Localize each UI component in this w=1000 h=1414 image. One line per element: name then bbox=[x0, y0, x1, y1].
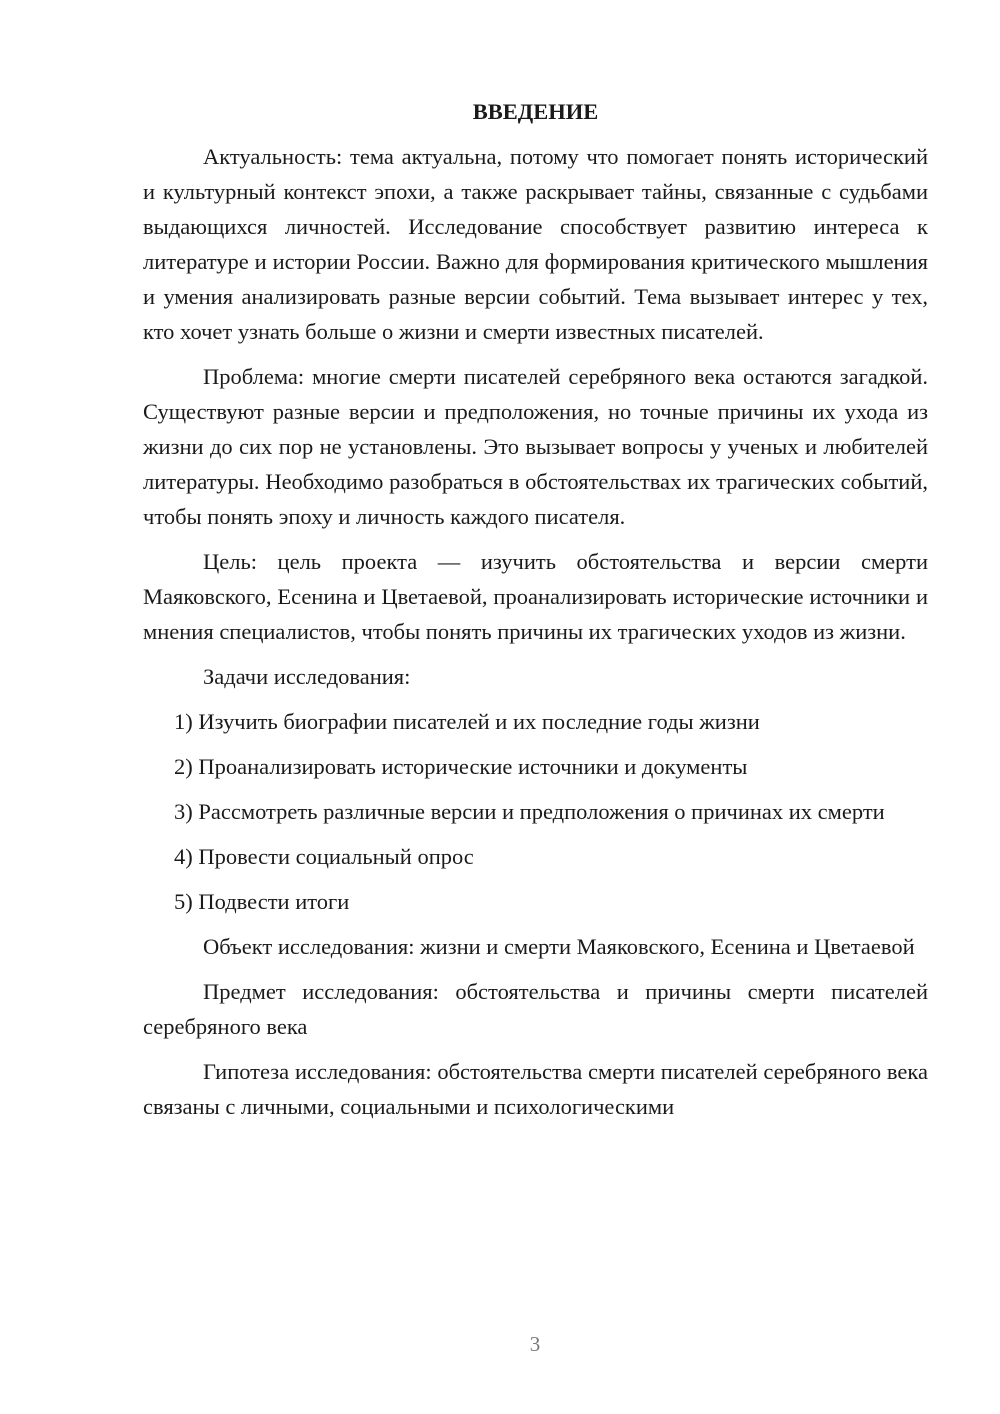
hypothesis-paragraph: Гипотеза исследования: обстоятельства смерти писателей серебряного века связаны с личными, социальными и психологическими bbox=[143, 1059, 928, 1119]
object-paragraph: Объект исследования: жизни и смерти Маяковского, Есенина и Цветаевой bbox=[203, 934, 915, 959]
goal-paragraph: Цель: цель проекта — изучить обстоятельства и версии смерти Маяковского, Есенина и Цветаевой, проанализировать исторические источники и мнения специалистов, чтобы понять причины их трагических уходов из жизни. bbox=[143, 549, 928, 644]
document-body bbox=[143, 94, 928, 1134]
task-item-4: 4) Провести социальный опрос bbox=[174, 844, 474, 869]
task-item-1: 1) Изучить биографии писателей и их последние годы жизни bbox=[174, 709, 760, 734]
problem-paragraph: Проблема: многие смерти писателей серебряного века остаются загадкой. Существуют разные версии и предположения, но точные причины их ухода из жизни до сих пор не установлены. Это вызывает вопросы у ученых и любителей литературы. Необходимо разобраться в обстоятельствах их трагических событий, чтобы понять эпоху и личность каждого писателя. bbox=[143, 364, 928, 529]
relevance-paragraph: Актуальность: тема актуальна, потому что помогает понять исторический и культурный контекст эпохи, а также раскрывает тайны, связанные с судьбами выдающихся личностей. Исследование способствует развитию интереса к литературе и истории России. Важно для формирования критического мышления и умения анализировать разные версии событий. Тема вызывает интерес у тех, кто хочет узнать больше о жизни и смерти известных писателей. bbox=[143, 144, 928, 344]
tasks-heading: Задачи исследования: bbox=[203, 664, 411, 689]
page-number: 3 bbox=[529, 1332, 541, 1356]
task-item-5: 5) Подвести итоги bbox=[174, 889, 350, 914]
section-title: ВВЕДЕНИЕ bbox=[472, 99, 599, 124]
subject-paragraph: Предмет исследования: обстоятельства и причины смерти писателей серебряного века bbox=[143, 979, 928, 1039]
task-item-3: 3) Рассмотреть различные версии и предположения о причинах их смерти bbox=[174, 799, 885, 824]
task-item-2: 2) Проанализировать исторические источники и документы bbox=[174, 754, 748, 779]
